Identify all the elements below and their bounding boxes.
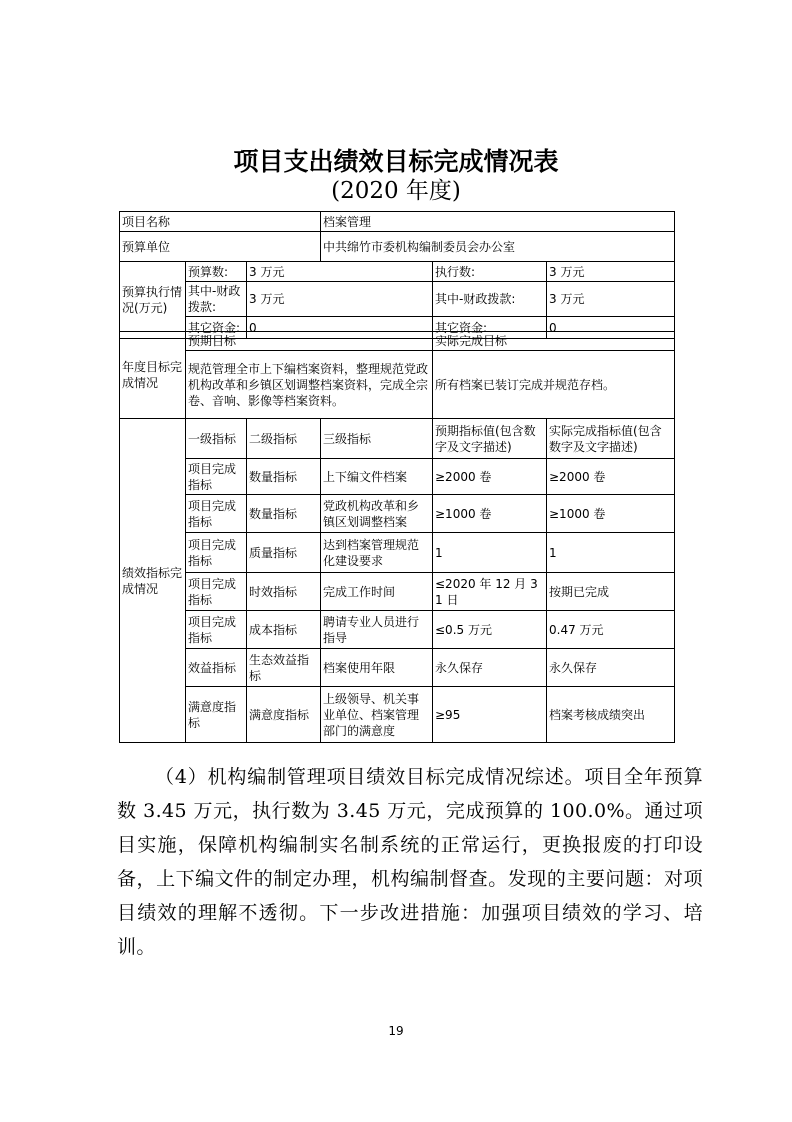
budget-cell: 执行数: — [433, 262, 547, 282]
perf-cell: 项目完成指标 — [186, 533, 247, 573]
perf-header: 一级指标 — [186, 419, 247, 459]
perf-cell: ≤2020 年 12 月 31 日 — [433, 573, 547, 611]
perf-cell: 满意度指标 — [247, 687, 321, 743]
expected-goal: 规范管理全市上下编档案资料，整理规范党政机构改革和乡镇区划调整档案资料，完成全宗卷、音响、影像等档案资料。 — [186, 351, 433, 419]
budget-cell: 其中-财政拨款: — [186, 282, 247, 317]
perf-cell: 质量指标 — [247, 533, 321, 573]
perf-cell: 项目完成指标 — [186, 611, 247, 649]
perf-cell: 成本指标 — [247, 611, 321, 649]
budget-cell: 其它资金: — [433, 317, 547, 339]
table-row — [120, 262, 675, 282]
perf-header: 预期指标值(包含数字及文字描述) — [433, 419, 547, 459]
table-row — [120, 687, 675, 743]
perf-header: 二级指标 — [247, 419, 321, 459]
page-title: 项目支出绩效目标完成情况表 — [233, 147, 559, 176]
budget-exec-label: 预算执行情况(万元) — [120, 262, 186, 339]
perf-cell: 生态效益指标 — [247, 649, 321, 687]
perf-cell: ≤0.5 万元 — [433, 611, 547, 649]
perf-cell: 聘请专业人员进行指导 — [321, 611, 433, 649]
goals-table — [119, 331, 675, 743]
table-row — [120, 332, 675, 351]
table-row — [120, 282, 675, 317]
budget-cell: 3 万元 — [547, 262, 675, 282]
perf-cell: 0.47 万元 — [547, 611, 675, 649]
perf-cell: 上下编文件档案 — [321, 459, 433, 495]
actual-goal: 所有档案已装订完成并规范存档。 — [433, 351, 675, 419]
page-number: 19 — [388, 1024, 404, 1038]
table-row — [120, 533, 675, 573]
budget-unit-value: 中共绵竹市委机构编制委员会办公室 — [321, 232, 675, 262]
perf-cell: 数量指标 — [247, 459, 321, 495]
perf-cell: 项目完成指标 — [186, 459, 247, 495]
actual-goal-header: 实际完成目标 — [433, 332, 675, 351]
table-row — [120, 351, 675, 419]
budget-cell: 0 — [247, 317, 433, 339]
perf-cell: 永久保存 — [547, 649, 675, 687]
table-row — [120, 232, 675, 262]
perf-cell: 完成工作时间 — [321, 573, 433, 611]
perf-cell: 满意度指标 — [186, 687, 247, 743]
perf-cell: ≥1000 卷 — [433, 495, 547, 533]
expected-goal-header: 预期目标 — [186, 332, 433, 351]
perf-cell: 达到档案管理规范化建设要求 — [321, 533, 433, 573]
budget-cell: 预算数: — [186, 262, 247, 282]
table-row — [120, 212, 675, 232]
budget-cell: 其中-财政拨款: — [433, 282, 547, 317]
perf-cell: 项目完成指标 — [186, 495, 247, 533]
perf-cell: 时效指标 — [247, 573, 321, 611]
summary-text: （4）机构编制管理项目绩效目标完成情况综述。项目全年预算数 3.45 万元，执行数为 3.45 万元，完成预算的 100.0%。通过项目实施，保障机构编制实名制系统的正常运行，更换报废的打印设备，上下编文件的制定办理，机构编制督查。发现的主要问题：对项目绩效的理解不透彻。下一步改进措施：加强项目绩效的学习、培训。 — [117, 766, 703, 958]
perf-cell: 1 — [547, 533, 675, 573]
annual-goal-label: 年度目标完成情况 — [120, 332, 186, 419]
page-subtitle: (2020 年度) — [331, 178, 461, 204]
table-row — [120, 649, 675, 687]
budget-cell: 其它资金: — [186, 317, 247, 339]
table-row — [120, 573, 675, 611]
budget-cell: 3 万元 — [247, 262, 433, 282]
perf-header: 三级指标 — [321, 419, 433, 459]
budget-cell: 3 万元 — [547, 282, 675, 317]
perf-cell: 档案使用年限 — [321, 649, 433, 687]
summary-paragraph — [117, 760, 703, 964]
perf-cell: 上级领导、机关事业单位、档案管理部门的满意度 — [321, 687, 433, 743]
perf-cell: 效益指标 — [186, 649, 247, 687]
project-name-value: 档案管理 — [321, 212, 675, 232]
perf-cell: 按期已完成 — [547, 573, 675, 611]
perf-cell: ≥95 — [433, 687, 547, 743]
table-row — [120, 459, 675, 495]
table-row — [120, 495, 675, 533]
table-row — [120, 611, 675, 649]
perf-cell: 1 — [433, 533, 547, 573]
budget-cell: 3 万元 — [247, 282, 433, 317]
perf-cell: 党政机构改革和乡镇区划调整档案 — [321, 495, 433, 533]
perf-label: 绩效指标完成情况 — [120, 419, 186, 743]
table-row — [120, 419, 675, 459]
perf-cell: ≥1000 卷 — [547, 495, 675, 533]
perf-cell: 档案考核成绩突出 — [547, 687, 675, 743]
perf-cell: 永久保存 — [433, 649, 547, 687]
performance-table — [119, 211, 675, 339]
budget-unit-label: 预算单位 — [120, 232, 321, 262]
perf-header: 实际完成指标值(包含数字及文字描述) — [547, 419, 675, 459]
perf-cell: ≥2000 卷 — [547, 459, 675, 495]
perf-cell: ≥2000 卷 — [433, 459, 547, 495]
perf-cell: 项目完成指标 — [186, 573, 247, 611]
perf-cell: 数量指标 — [247, 495, 321, 533]
budget-cell: 0 — [547, 317, 675, 339]
project-name-label: 项目名称 — [120, 212, 321, 232]
